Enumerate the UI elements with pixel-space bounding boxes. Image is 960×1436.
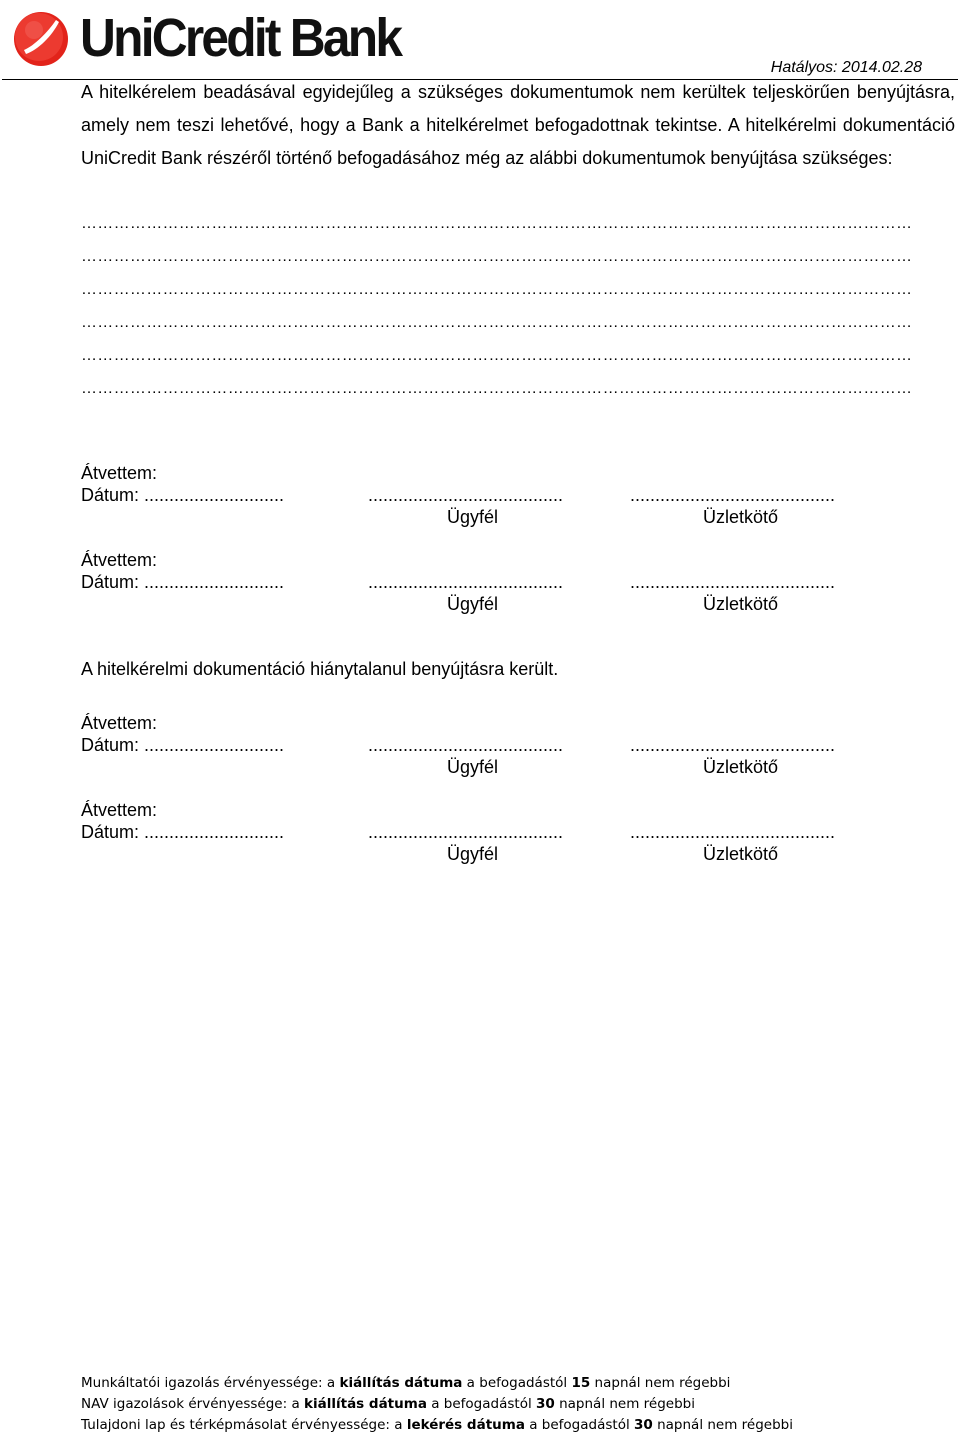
banker-signature-line: .........................................	[630, 822, 836, 842]
banker-signature-line: .........................................	[630, 735, 836, 755]
footer-text: a befogadástól	[462, 1375, 572, 1391]
footer-days: 30	[536, 1396, 555, 1412]
date-field: Dátum: ............................	[81, 735, 285, 755]
banker-label: Üzletkötő	[703, 594, 779, 614]
banker-signature-line: .........................................	[630, 485, 836, 505]
footer-line	[81, 1415, 793, 1436]
customer-label: Ügyfél	[447, 844, 499, 864]
fill-in-line: ………………………………………………………………………………………………………………………………………	[81, 215, 913, 232]
footer-emphasis: kiállítás dátuma	[339, 1375, 463, 1391]
footer-line	[81, 1394, 793, 1415]
date-field: Dátum: ............................	[81, 822, 285, 842]
fill-in-line: ………………………………………………………………………………………………………………………………………	[81, 314, 913, 331]
intro-paragraph: A hitelkérelem beadásával egyidejűleg a szükséges dokumentumok nem kerültek teljeskörűen benyújtásra, amely nem teszi lehetővé, hogy a Bank a hitelkérelmet befogadottnak tekintse. A hitelkérelmi dokumentáció UniCredit Bank részéről történő befogadásához még az alábbi dokumentumok benyújtása szükséges:	[81, 82, 955, 168]
banker-signature-line: .........................................	[630, 572, 836, 592]
customer-label: Ügyfél	[447, 594, 499, 614]
received-label: Átvettem:	[81, 713, 158, 733]
signature-block	[81, 799, 881, 869]
fill-in-line: ………………………………………………………………………………………………………………………………………	[81, 281, 913, 298]
footer-emphasis: lekérés dátuma	[406, 1417, 525, 1433]
date-field: Dátum: ............................	[81, 572, 285, 592]
signature-block	[81, 712, 881, 782]
missing-documents-lines	[81, 207, 941, 405]
footer-days: 15	[571, 1375, 591, 1391]
signature-block	[81, 549, 881, 619]
footer-text: NAV igazolások érvényessége: a	[81, 1396, 305, 1412]
banker-label: Üzletkötő	[703, 844, 779, 864]
received-label: Átvettem:	[81, 800, 158, 820]
date-field: Dátum: ............................	[81, 485, 285, 505]
customer-label: Ügyfél	[447, 757, 499, 777]
footer-text: napnál nem régebbi	[554, 1396, 695, 1412]
received-label: Átvettem:	[81, 550, 158, 570]
effective-date: Hatályos: 2014.02.28	[770, 59, 922, 76]
footer-text: a befogadástól	[426, 1396, 536, 1412]
bank-logo	[10, 8, 405, 68]
completion-statement: A hitelkérelmi dokumentáció hiánytalanul benyújtásra került.	[81, 659, 559, 679]
fill-in-line: ………………………………………………………………………………………………………………………………………	[81, 248, 913, 265]
fill-in-line: ………………………………………………………………………………………………………………………………………	[81, 380, 913, 397]
unicredit-logo-icon	[12, 10, 70, 68]
customer-label: Ügyfél	[447, 507, 499, 527]
validity-notes	[81, 1373, 793, 1436]
customer-signature-line: .......................................	[368, 735, 564, 755]
banker-label: Üzletkötő	[703, 507, 779, 527]
footer-text: a befogadástól	[524, 1417, 634, 1433]
customer-signature-line: .......................................	[368, 822, 564, 842]
signature-block	[81, 462, 881, 532]
received-label: Átvettem:	[81, 463, 158, 483]
footer-text: napnál nem régebbi	[590, 1375, 731, 1391]
customer-signature-line: .......................................	[368, 572, 564, 592]
customer-signature-line: .......................................	[368, 485, 564, 505]
footer-line	[81, 1373, 793, 1394]
footer-text: napnál nem régebbi	[652, 1417, 793, 1433]
footer-text: Tulajdoni lap és térképmásolat érvényessége: a	[81, 1417, 407, 1433]
fill-in-line: ………………………………………………………………………………………………………………………………………	[81, 347, 913, 364]
footer-days: 30	[634, 1417, 653, 1433]
banker-label: Üzletkötő	[703, 757, 779, 777]
logo-wordmark: UniCredit Bank	[80, 8, 401, 68]
footer-emphasis: kiállítás dátuma	[304, 1396, 427, 1412]
footer-text: Munkáltatói igazolás érvényessége: a	[81, 1375, 340, 1391]
